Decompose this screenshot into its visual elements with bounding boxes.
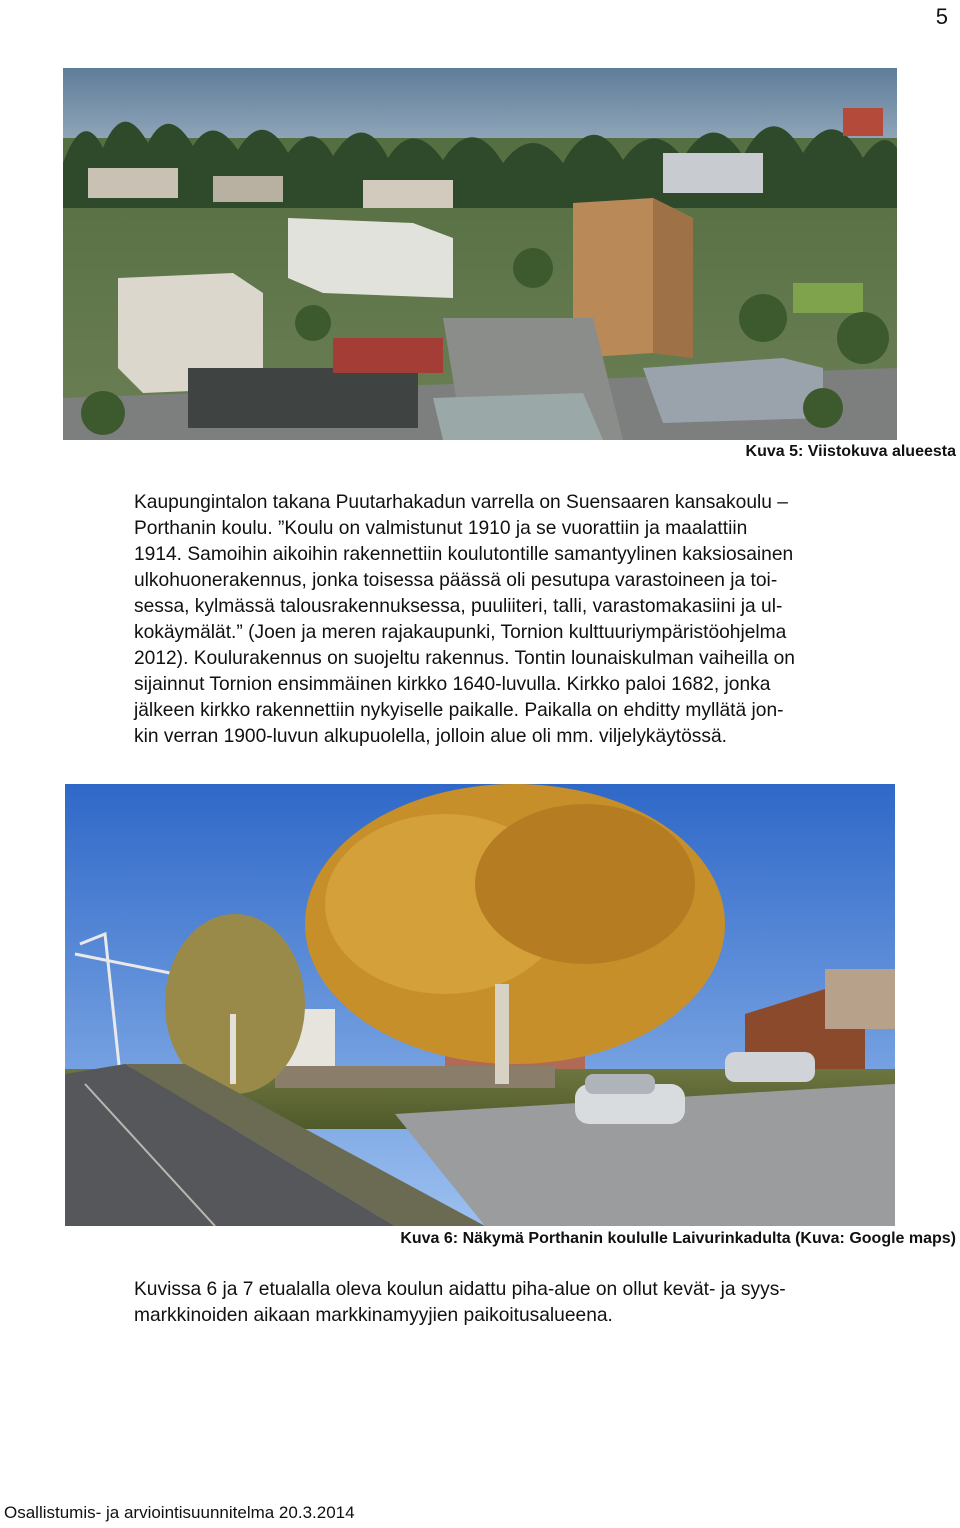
text-line: kokäymälät.” (Joen ja meren rajakaupunki, Tornion kulttuuriympäristöohjelma [134, 622, 787, 643]
text-line: sijainnut Tornion ensimmäinen kirkko 1640-luvulla. Kirkko paloi 1682, jonka [134, 674, 771, 695]
street-view-photo [65, 784, 895, 1226]
text-line: jälkeen kirkko rakennettiin nykyiselle paikalle. Paikalla on ehditty myllätä jon- [134, 700, 784, 721]
text-line: 1914. Samoihin aikoihin rakennettiin koulutontille samantyylinen kaksiosainen [134, 544, 794, 565]
page-footer: Osallistumis- ja arviointisuunnitelma 20.3.2014 [4, 1503, 355, 1522]
text-line: kin verran 1900-luvun alkupuolella, jolloin alue oli mm. viljelykäytössä. [134, 726, 727, 747]
text-line: markkinoiden aikaan markkinamyyjien paikoitusalueena. [134, 1305, 613, 1326]
figure-6-caption: Kuva 6: Näkymä Porthanin koululle Laivurinkadulta (Kuva: Google maps) [400, 1230, 956, 1247]
text-line: Kaupungintalon takana Puutarhakadun varrella on Suensaaren kansakoulu – [134, 492, 788, 513]
aerial-photo [63, 68, 897, 440]
text-line: Kuvissa 6 ja 7 etualalla oleva koulun aidattu piha-alue on ollut kevät- ja syys- [134, 1279, 786, 1300]
text-line: Porthanin koulu. ”Koulu on valmistunut 1910 ja se vuorattiin ja maalattiin [134, 518, 748, 539]
page-number: 5 [935, 4, 948, 29]
text-line: 2012). Koulurakennus on suojeltu rakennus. Tontin lounaiskulman vaiheilla on [134, 648, 795, 669]
body-paragraph-2 [134, 1277, 934, 1329]
text-line: sessa, kylmässä talousrakennuksessa, puuliiteri, talli, varastomakasiini ja ul- [134, 596, 783, 617]
body-paragraph [134, 490, 934, 750]
text-line: ulkohuonerakennus, jonka toisessa päässä oli pesutupa varastoineen ja toi- [134, 570, 778, 591]
figure-5-caption: Kuva 5: Viistokuva alueesta [745, 443, 956, 460]
